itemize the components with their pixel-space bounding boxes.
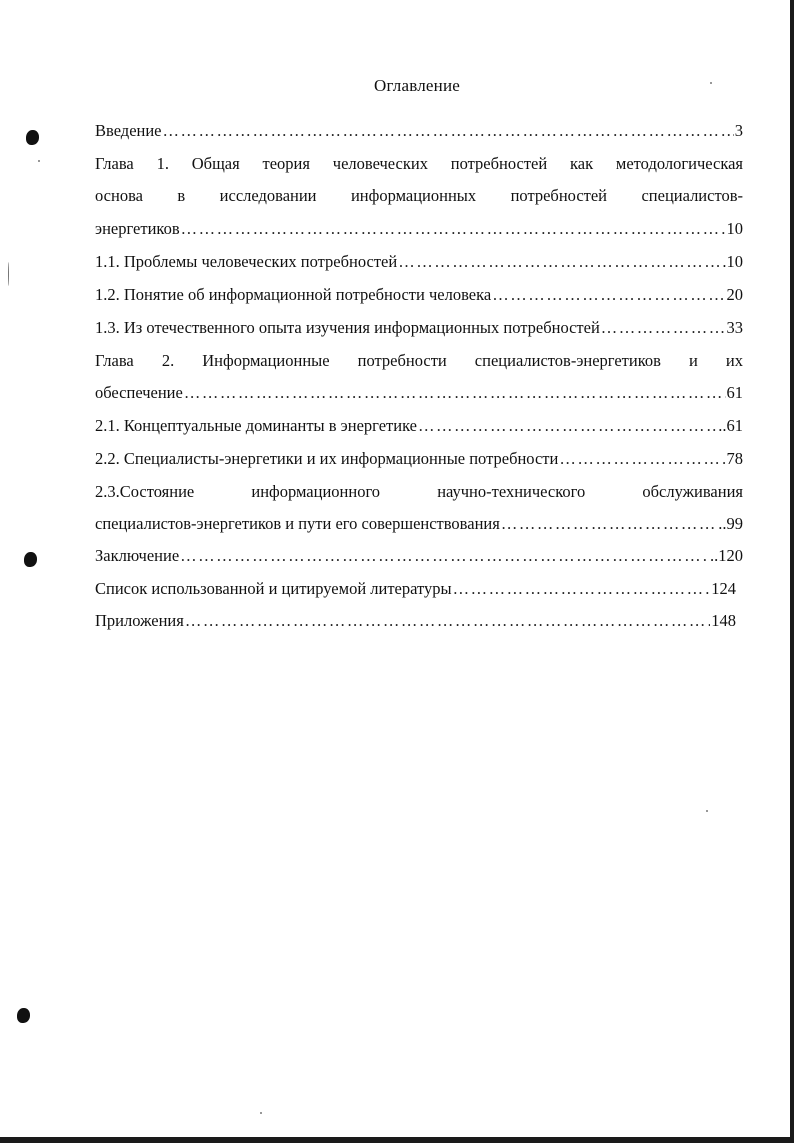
- toc-page-number: 61: [726, 383, 743, 402]
- toc-entry-label: 2.1. Концептуальные доминанты в энергетике: [95, 416, 417, 435]
- toc-entry-2-2: [95, 448, 743, 470]
- toc-entry-label: обеспечение: [95, 383, 183, 402]
- toc-page-number: ..120: [710, 546, 743, 565]
- toc-page-number: 33: [726, 318, 743, 337]
- toc-entry-1-3: [95, 317, 743, 339]
- scan-border-bottom: [0, 1137, 794, 1143]
- scan-border-right: [790, 0, 794, 1143]
- punch-hole-mark: [26, 130, 39, 145]
- dot-leader: [492, 284, 725, 306]
- dot-leader: [180, 545, 709, 567]
- punch-hole-mark: [24, 552, 37, 567]
- scan-speck: [260, 1112, 262, 1114]
- toc-entry-label: 1.2. Понятие об информационной потребности человека: [95, 285, 492, 304]
- dot-leader: [398, 251, 721, 273]
- toc-entry-label: Введение: [95, 121, 162, 140]
- toc-entry-chapter-2: [95, 382, 743, 404]
- toc-entry-label: 2.2. Специалисты-энергетики и их информационные потребности: [95, 449, 559, 468]
- dot-leader: [501, 513, 717, 535]
- toc-entry-label: специалистов-энергетиков и пути его совершенствования: [95, 514, 500, 533]
- toc-entry-appendix: [95, 610, 743, 632]
- toc-chapter-1-line-1: Глава 1. Общая теория человеческих потребностей как методологическая: [95, 154, 743, 173]
- toc-entry-1-2: [95, 284, 743, 306]
- toc-page-number: .10: [722, 252, 743, 271]
- toc-entry-label: 1.1. Проблемы человеческих потребностей: [95, 252, 398, 271]
- dot-leader: [453, 578, 711, 600]
- scan-speck: [8, 262, 9, 286]
- toc-page-number: 10: [726, 219, 743, 238]
- dot-leader: [184, 382, 726, 404]
- toc-entry-2-3-line-1: 2.3.Состояние информационного научно-технического обслуживания: [95, 482, 743, 501]
- toc-entry-intro: [95, 120, 743, 142]
- toc-page-number: 20: [726, 285, 743, 304]
- toc-chapter-1-line-2: основа в исследовании информационных потребностей специалистов-: [95, 186, 743, 205]
- scan-speck: [706, 810, 708, 812]
- page-title: Оглавление: [374, 76, 460, 95]
- toc-entry-references: [95, 578, 743, 600]
- dot-leader: [185, 610, 710, 632]
- toc-entry-2-3: [95, 513, 743, 535]
- toc-page-number: 148: [711, 611, 736, 630]
- toc-entry-chapter-1: [95, 218, 743, 240]
- toc-entry-label: Заключение: [95, 546, 180, 565]
- dot-leader: [163, 120, 734, 142]
- dot-leader: [559, 448, 725, 470]
- toc-entry-label: Список использованной и цитируемой литературы: [95, 579, 452, 598]
- toc-entry-label: Приложения: [95, 611, 184, 630]
- toc-page-number: ..61: [718, 416, 743, 435]
- toc-page-number: 124: [711, 579, 736, 598]
- toc-chapter-2-line-1: Глава 2. Информационные потребности специалистов-энергетиков и их: [95, 351, 743, 370]
- toc-entry-conclusion: [95, 545, 743, 567]
- dot-leader: [418, 415, 717, 437]
- toc-entry-label: энергетиков: [95, 219, 180, 238]
- toc-entry-2-1: [95, 415, 743, 437]
- toc-page-number: 3: [734, 121, 743, 140]
- scan-speck: [38, 160, 40, 162]
- dot-leader: [181, 218, 726, 240]
- punch-hole-mark: [17, 1008, 30, 1023]
- dot-leader: [601, 317, 726, 339]
- toc-entry-label: 1.3. Из отечественного опыта изучения информационных потребностей: [95, 318, 600, 337]
- toc-entry-1-1: [95, 251, 743, 273]
- toc-page-number: ..99: [718, 514, 743, 533]
- toc-page-number: 78: [726, 449, 743, 468]
